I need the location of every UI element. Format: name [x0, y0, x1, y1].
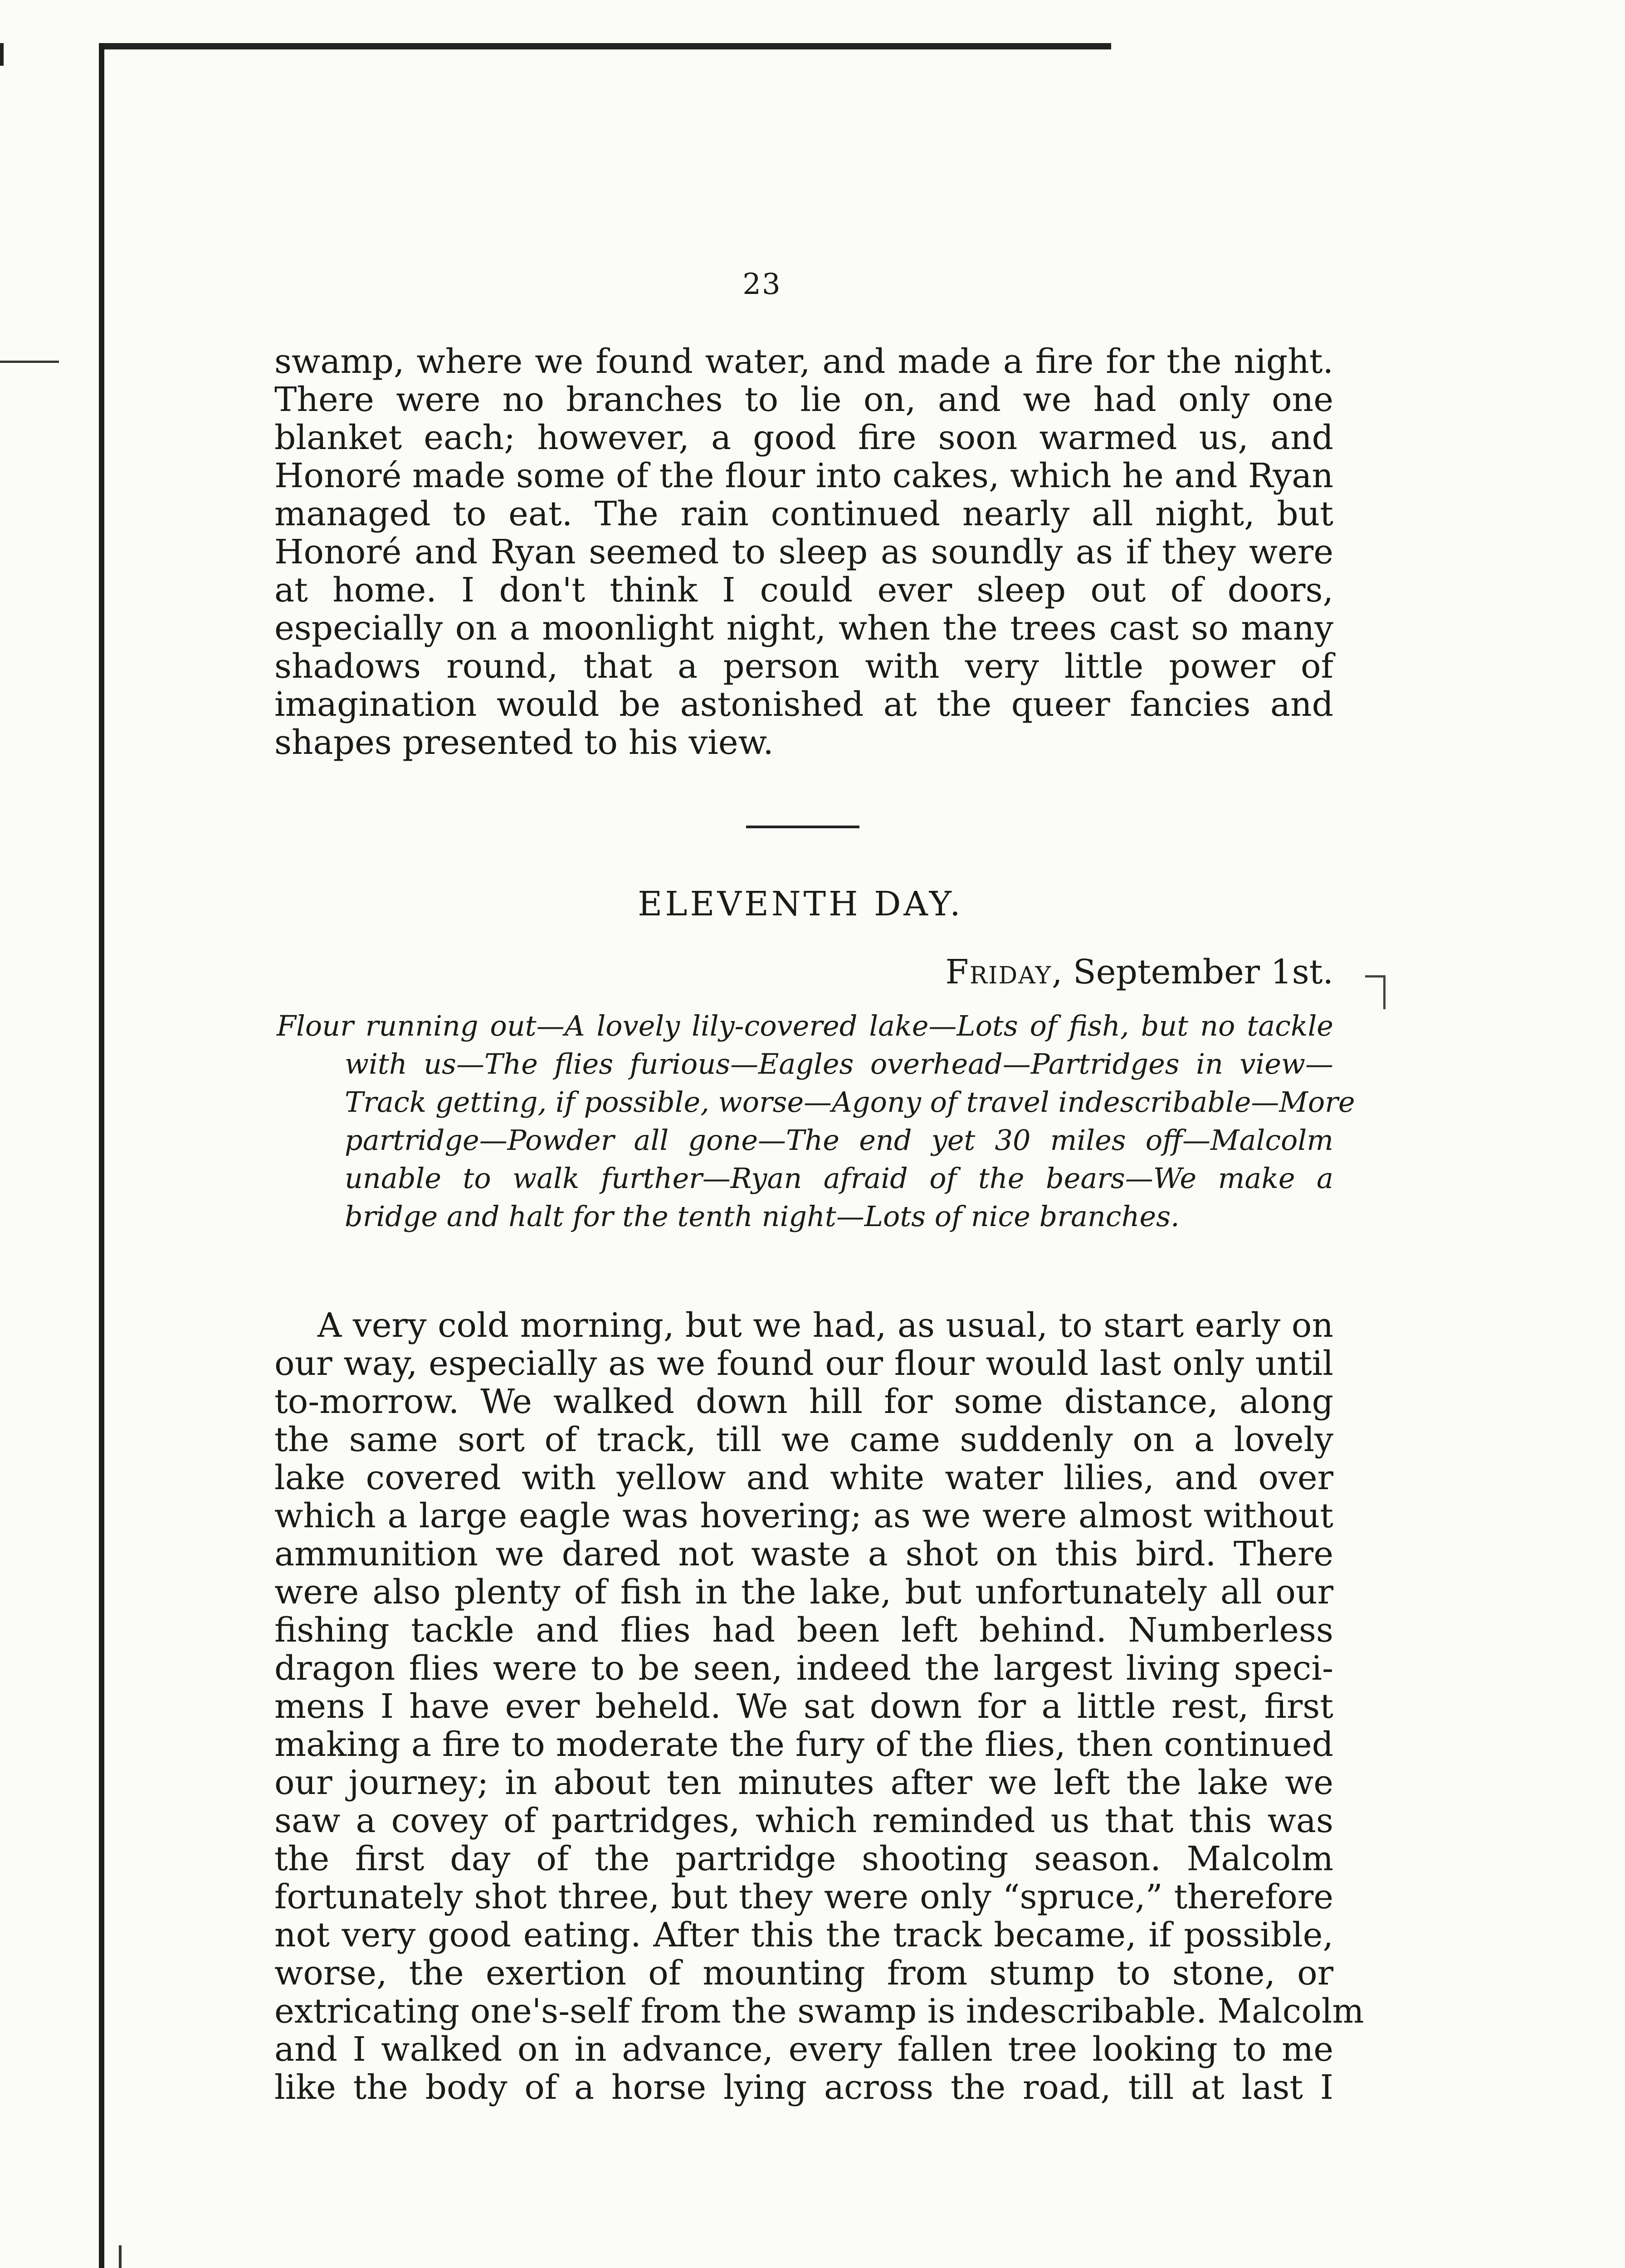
synopsis-line: Track getting, if possible, worse—Agony of travel indescribable—More: [345, 1085, 1355, 1119]
text-line: like the body of a horse lying across the road, till at last I: [274, 2068, 1333, 2107]
text-line: Honoré made some of the flour into cakes, which he and Ryan: [274, 456, 1333, 495]
text-line: managed to eat. The rain continued nearly all night, but: [274, 494, 1333, 533]
chapter-synopsis: [277, 1007, 1355, 1236]
text-line: shadows round, that a person with very little power of: [274, 647, 1333, 686]
text-line: lake covered with yellow and white water lilies, and over: [274, 1458, 1333, 1497]
text-line: and I walked on in advance, every fallen tree looking to me: [274, 2030, 1333, 2069]
text-line: There were no branches to lie on, and we had only one: [274, 380, 1333, 419]
text-line: which a large eagle was hovering; as we were almost without: [274, 1496, 1333, 1535]
section-divider: [746, 826, 859, 828]
text-line: making a fire to moderate the fury of the flies, then continued: [274, 1725, 1333, 1764]
text-line: the same sort of track, till we came suddenly on a lovely: [274, 1420, 1333, 1459]
date-weekday: Friday: [945, 953, 1052, 992]
text-line: were also plenty of fish in the lake, but unfortunately all our: [274, 1573, 1333, 1612]
page-frame-left: [99, 43, 104, 2268]
text-line: to-morrow. We walked down hill for some distance, along: [274, 1382, 1333, 1421]
text-line: saw a covey of partridges, which reminded us that this was: [274, 1801, 1333, 1840]
text-line: shapes presented to his view.: [274, 723, 774, 762]
bracket-mark: [1365, 975, 1386, 1009]
text-line: the first day of the partridge shooting season. Malcolm: [274, 1839, 1333, 1878]
page-number: 23: [742, 268, 781, 301]
text-line: fishing tackle and flies had been left behind. Numberless: [274, 1611, 1333, 1650]
synopsis-line: unable to walk further—Ryan afraid of the bears—We make a: [345, 1162, 1333, 1195]
text-line: dragon flies were to be seen, indeed the largest living speci-: [274, 1649, 1333, 1688]
section-heading: ELEVENTH DAY.: [638, 885, 963, 924]
synopsis-line: with us—The flies furious—Eagles overhead—Partridges in view—: [345, 1047, 1333, 1080]
text-line: Honoré and Ryan seemed to sleep as soundly as if they were: [274, 533, 1333, 572]
page-frame-left-inner: [119, 2245, 122, 2268]
text-line: our journey; in about ten minutes after we left the lake we: [274, 1763, 1333, 1802]
opening-paragraph: [274, 342, 1333, 762]
text-line: not very good eating. After this the track became, if possible,: [274, 1916, 1333, 1955]
text-line: mens I have ever beheld. We sat down for a little rest, first: [274, 1687, 1333, 1726]
text-line: worse, the exertion of mounting from stump to stone, or: [274, 1954, 1333, 1993]
text-line: swamp, where we found water, and made a fire for the night.: [274, 342, 1333, 381]
text-line: imagination would be astonished at the queer fancies and: [274, 685, 1333, 724]
text-line: our way, especially as we found our flour would last only until: [274, 1344, 1333, 1383]
scan-edge-mark: [0, 43, 4, 66]
date-line: [889, 953, 1333, 992]
text-line: blanket each; however, a good fire soon warmed us, and: [274, 418, 1333, 457]
text-line: A very cold morning, but we had, as usual, to start early on: [317, 1306, 1333, 1345]
synopsis-line: partridge—Powder all gone—The end yet 30 miles off—Malcolm: [345, 1124, 1333, 1157]
date-rest: , September 1st.: [1052, 953, 1333, 992]
page-frame-top: [102, 43, 1111, 49]
margin-mark: [0, 361, 59, 363]
section-body-paragraph: [274, 1306, 1364, 2107]
synopsis-line: Flour running out—A lovely lily-covered lake—Lots of fish, but no tackle: [277, 1009, 1333, 1042]
text-line: ammunition we dared not waste a shot on this bird. There: [274, 1535, 1333, 1574]
text-line: at home. I don't think I could ever sleep out of doors,: [274, 571, 1333, 610]
text-line: especially on a moonlight night, when the trees cast so many: [274, 609, 1333, 648]
synopsis-line: bridge and halt for the tenth night—Lots of nice branches.: [345, 1200, 1180, 1233]
text-line: extricating one's-self from the swamp is indescribable. Malcolm: [274, 1992, 1364, 2031]
text-line: fortunately shot three, but they were only “spruce,” therefore: [274, 1877, 1333, 1916]
